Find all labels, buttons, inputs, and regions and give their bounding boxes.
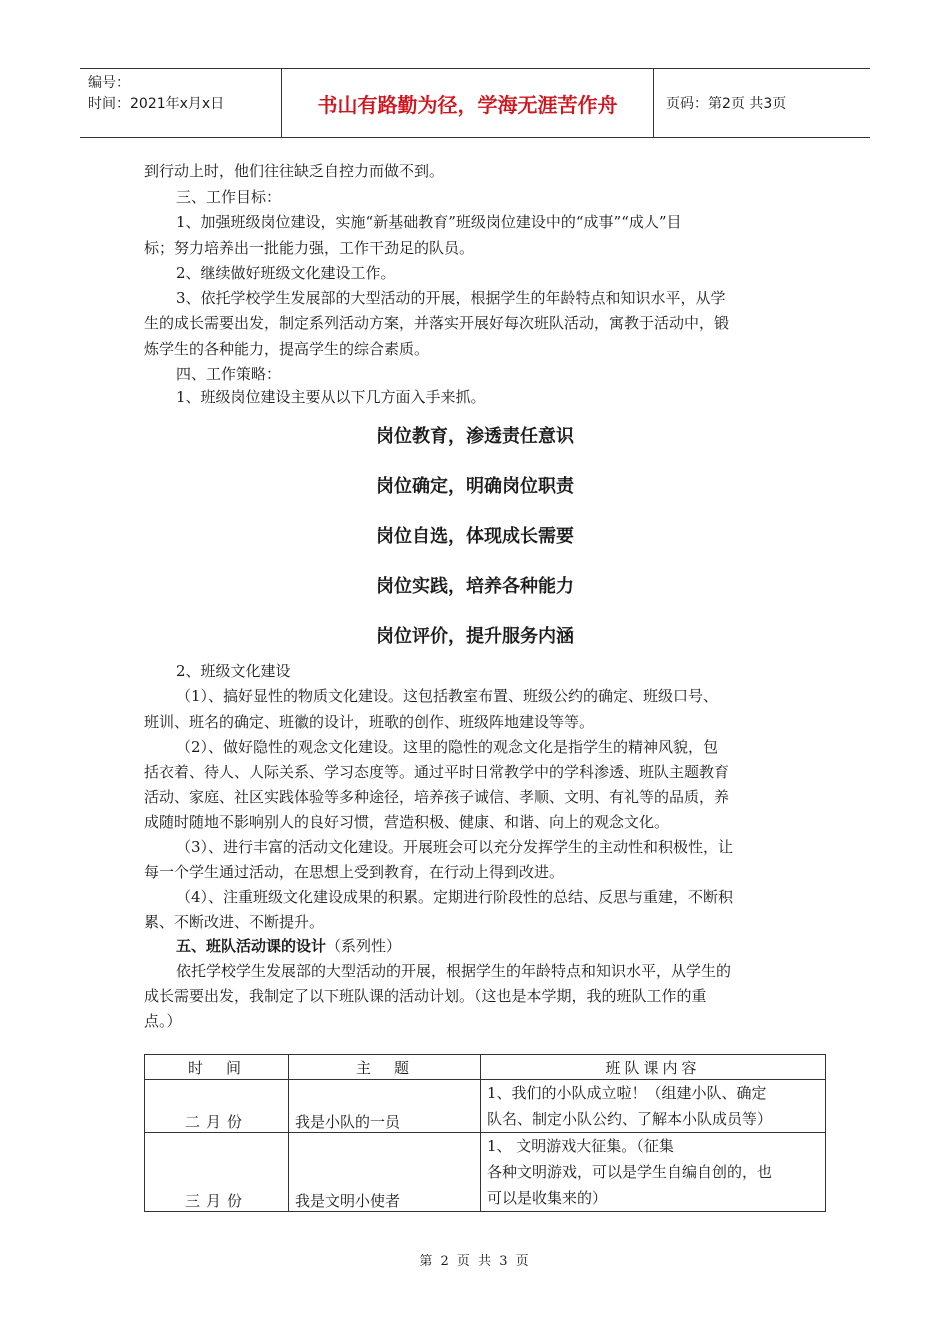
text-line: 到行动上时，他们往往缺乏自控力而做不到。 [144,162,445,180]
strategy-item: 岗位实践，培养各种能力 [376,576,574,597]
text-line: （3）、进行丰富的活动文化建设。开展班会可以充分发挥学生的主动性和积极性，让 [176,838,734,856]
text-line: 活动、家庭、社区实践体验等多种途径，培养孩子诚信、孝顺、文明、有礼等的品质，养 [144,788,730,806]
table-header-cell: 班队课内容 [481,1055,826,1080]
text-line: 依托学校学生发展部的大型活动的开展，根据学生的年龄特点和知识水平，从学生的 [176,962,732,980]
text-line: 2、班级文化建设 [176,662,291,680]
table-header-cell: 时 间 [145,1055,289,1080]
content-cell [481,1133,826,1212]
text-line: 3、依托学校学生发展部的大型活动的开展，根据学生的年龄特点和知识水平，从学 [176,289,726,307]
text-line: 2、继续做好班级文化建设工作。 [176,264,396,282]
text-line: 每一个学生通过活动，在思想上受到教育，在行动上得到改进。 [144,863,565,881]
text-line: 炼学生的各种能力，提高学生的综合素质。 [144,340,430,358]
text-line: 班训、班名的确定、班徽的设计，班歌的创作、班级阵地建设等等。 [144,713,595,731]
header-meta [80,69,282,137]
text-line: 成长需要出发，我制定了以下班队课的活动计划。（这也是本学期，我的班队工作的重 [144,987,707,1005]
table-row [145,1133,826,1212]
section-heading [176,935,401,956]
time-label: 时间：2021年x月x日 [88,96,225,112]
text-line: 1、加强班级岗位建设，实施“新基础教育”班级岗位建设中的“成事”“成人”目 [176,213,682,231]
theme-cell: 我是小队的一员 [289,1080,481,1133]
section-heading: 三、工作目标： [176,188,282,206]
text-line: （2）、做好隐性的观念文化建设。这里的隐性的观念文化是指学生的精神风貌，包 [176,738,719,756]
strategy-item: 岗位确定，明确岗位职责 [376,476,574,497]
table-header-row [145,1055,826,1080]
content-line: 各种文明游戏，可以是学生自编自创的，也 [487,1163,773,1181]
section-heading: 四、工作策略： [176,365,282,383]
strategy-item: 岗位自选，体现成长需要 [376,526,574,547]
header-motto: 书山有路勤为径，学海无涯苦作舟 [282,69,654,137]
section-title: 五、班队活动课的设计 [176,937,327,955]
text-line: 生的成长需要出发，制定系列活动方案，并落实开展好每次班队活动，寓教于活动中，锻 [144,314,730,332]
table-header-cell: 主 题 [289,1055,481,1080]
text-line: （4）、注重班级文化建设成果的积累。定期进行阶段性的总结、反思与重建，不断积 [176,888,734,906]
text-line: 点。） [144,1012,182,1030]
time-cell: 二月份 [145,1080,289,1133]
content-line: 可以是收集来的） [487,1189,608,1207]
table-row [145,1080,826,1133]
page-header [80,68,870,138]
content-line: 1、我们的小队成立啦！（组建小队、确定 [487,1084,767,1102]
header-page-label: 页码：第2页 共3页 [666,96,787,112]
text-line: 1、班级岗位建设主要从以下几方面入手来抓。 [176,388,486,406]
text-line: 标；努力培养出一批能力强，工作干劲足的队员。 [144,239,475,257]
strategy-item: 岗位教育，渗透责任意识 [376,426,574,447]
activity-plan-table [144,1054,826,1212]
content-line: 1、 文明游戏大征集。（征集 [487,1137,674,1155]
theme-cell: 我是文明小使者 [289,1133,481,1212]
number-label: 编号： [88,75,130,91]
content-line: 队名、制定小队公约、了解本小队成员等） [487,1110,773,1128]
text-line: 累、不断改进、不断提升。 [144,913,325,931]
text-line: 括衣着、待人、人际关系、学习态度等。通过平时日常教学中的学科渗透、班队主题教育 [144,763,730,781]
content-cell [481,1080,826,1133]
section-note: （系列性） [326,937,402,955]
time-cell: 三月份 [145,1133,289,1212]
text-line: 成随时随地不影响别人的良好习惯，营造积极、健康、和谐、向上的观念文化。 [144,813,670,831]
page-footer: 第 2 页 共 3 页 [419,1254,531,1269]
strategy-item: 岗位评价，提升服务内涵 [376,626,574,647]
text-line: （1）、搞好显性的物质文化建设。这包括教室布置、班级公约的确定、班级口号、 [176,687,719,705]
